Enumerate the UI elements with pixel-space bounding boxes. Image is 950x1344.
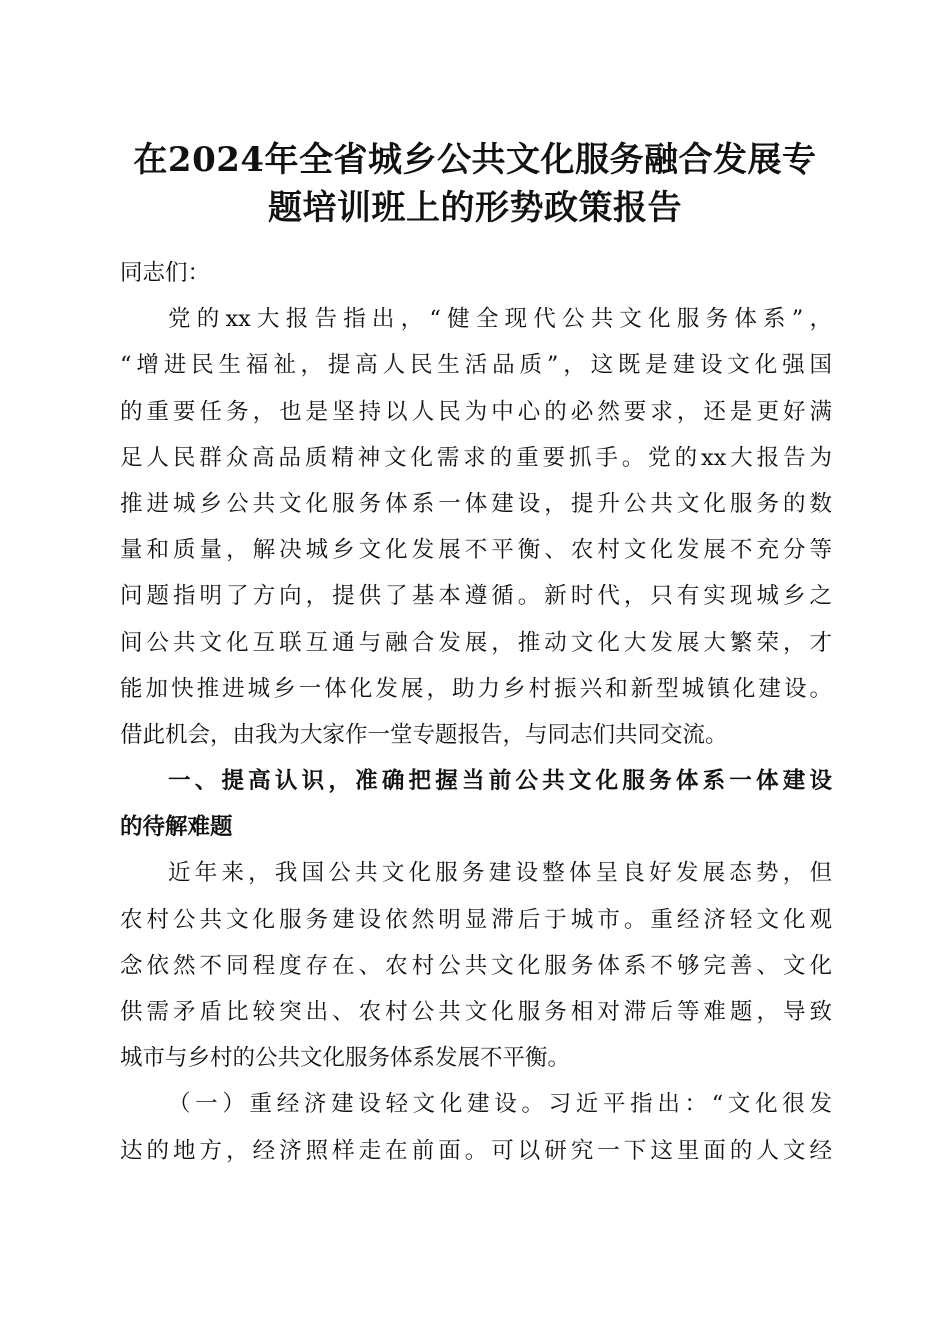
paragraph-line: 党的xx大报告指出，“健全现代公共文化服务体系”， [168,306,832,333]
section-heading: 的待解难题 [120,814,233,841]
paragraph-line: 推进城乡公共文化服务体系一体建设，提升公共文化服务的数 [120,490,832,517]
paragraph-line: 借此机会，由我为大家作一堂专题报告，与同志们共同交流。 [120,721,728,748]
paragraph-line: 供需矛盾比较突出、农村公共文化服务相对滞后等难题，导致 [120,999,832,1025]
document-title [110,136,840,232]
salutation: 同志们： [120,260,211,286]
paragraph-line: 量和质量，解决城乡文化发展不平衡、农村文化发展不充分等 [120,537,832,564]
paragraph-line: 农村公共文化服务建设依然明显滞后于城市。重经济轻文化观 [120,906,832,933]
section-heading: 一、提高认识，准确把握当前公共文化服务体系一体建设 [168,768,832,795]
paragraph-line: 城市与乡村的公共文化服务体系发展不平衡。 [120,1045,571,1072]
paragraph-line: 问题指明了方向，提供了基本遵循。新时代，只有实现城乡之 [120,583,832,610]
title-line: 题培训班上的形势政策报告 [268,188,682,228]
paragraph-line: 足人民群众高品质精神文化需求的重要抓手。党的xx大报告为 [120,444,832,471]
document-body [120,250,832,1174]
paragraph-line: 达的地方，经济照样走在前面。可以研究一下这里面的人文经 [120,1137,832,1164]
paragraph-line: 近年来，我国公共文化服务建设整体呈良好发展态势，但 [168,860,832,887]
paragraph-line: “增进民生福祉，提高人民生活品质”，这既是建设文化强国 [120,352,832,379]
paragraph-line: 间公共文化互联互通与融合发展，推动文化大发展大繁荣，才 [120,629,832,656]
subsection-line: （一）重经济建设轻文化建设。习近平指出：“文化很发 [168,1091,832,1118]
paragraph-line: 念依然不同程度存在、农村公共文化服务体系不够完善、文化 [120,952,832,979]
paragraph-line: 的重要任务，也是坚持以人民为中心的必然要求，还是更好满 [120,398,832,425]
title-line: 在2024年全省城乡公共文化服务融合发展专 [133,140,817,180]
paragraph-line: 能加快推进城乡一体化发展，助力乡村振兴和新型城镇化建设。 [120,675,832,702]
